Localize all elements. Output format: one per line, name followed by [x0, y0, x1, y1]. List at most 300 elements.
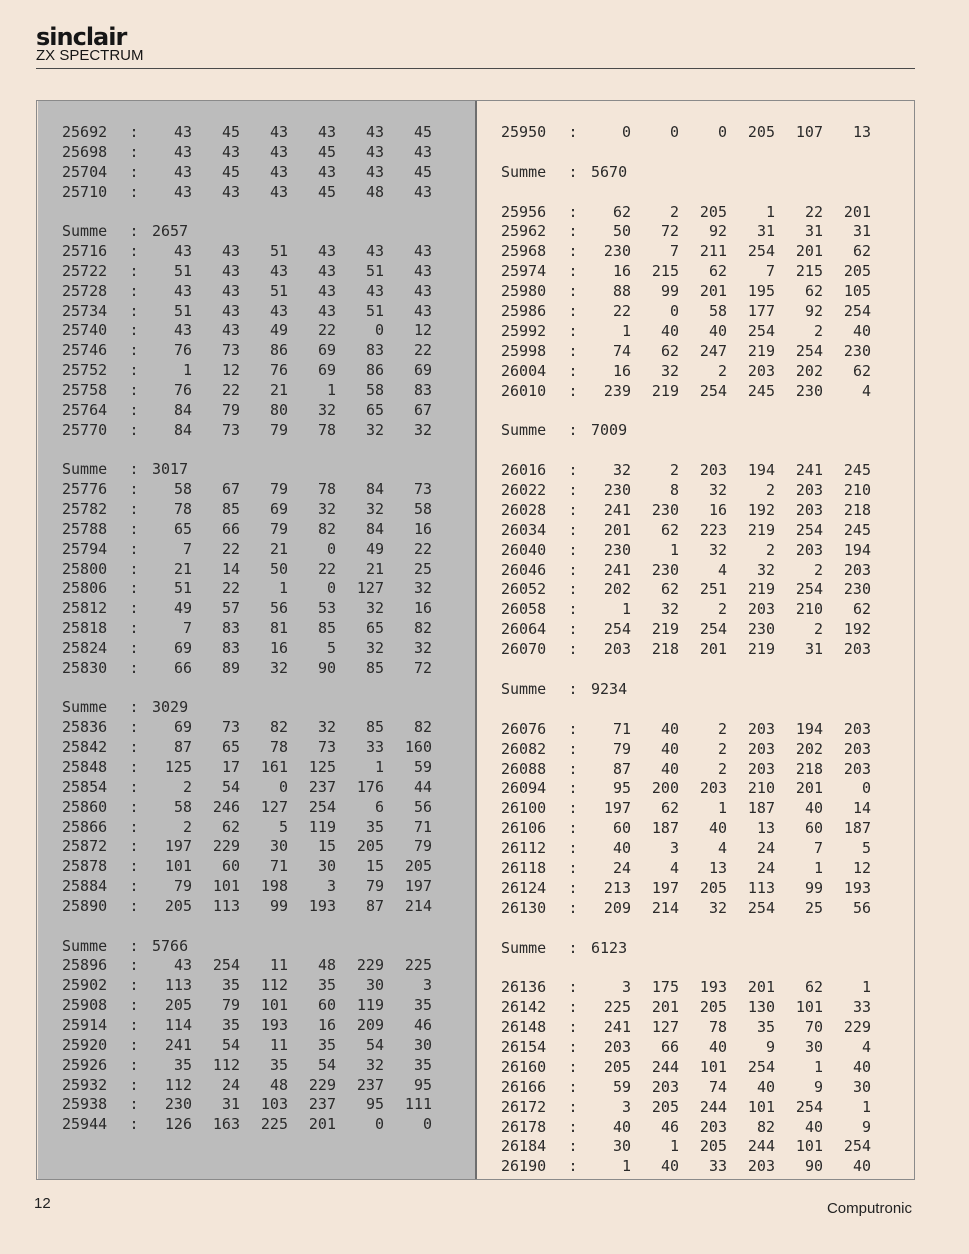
byte-value: 126	[164, 1115, 192, 1134]
byte-value: 225	[404, 956, 432, 975]
address: 25926	[62, 1055, 108, 1074]
byte-value: 84	[365, 519, 384, 538]
byte-value: 79	[221, 996, 240, 1015]
data-row	[501, 600, 871, 620]
separator: :	[129, 400, 139, 419]
byte-value: 215	[651, 262, 679, 281]
spacer	[501, 958, 871, 978]
separator: :	[568, 799, 578, 818]
checksum-label: Summe	[501, 421, 547, 440]
byte-value: 1	[621, 321, 631, 340]
byte-value: 0	[326, 539, 336, 558]
address: 25938	[62, 1095, 108, 1114]
byte-value: 203	[795, 481, 823, 500]
byte-value: 230	[795, 381, 823, 400]
byte-value: 32	[365, 599, 384, 618]
byte-value: 87	[173, 738, 192, 757]
separator: :	[129, 480, 139, 499]
byte-value: 130	[747, 998, 775, 1017]
byte-value: 14	[852, 799, 871, 818]
data-row	[501, 242, 871, 262]
separator: :	[129, 500, 139, 519]
byte-value: 160	[404, 738, 432, 757]
byte-value: 101	[699, 1057, 727, 1076]
byte-value: 230	[603, 540, 631, 559]
data-row	[501, 123, 871, 143]
byte-value: 254	[212, 956, 240, 975]
header-rule	[36, 68, 915, 69]
byte-value: 43	[365, 123, 384, 141]
byte-value: 13	[708, 858, 727, 877]
separator: :	[568, 500, 578, 519]
byte-value: 56	[852, 898, 871, 917]
byte-value: 85	[221, 500, 240, 519]
byte-value: 16	[317, 1015, 336, 1034]
byte-value: 105	[843, 282, 871, 301]
byte-value: 43	[269, 142, 288, 161]
separator: :	[129, 242, 139, 261]
address: 26142	[501, 998, 547, 1017]
byte-value: 201	[747, 978, 775, 997]
data-row	[62, 520, 432, 540]
separator: :	[129, 281, 139, 300]
byte-value: 214	[651, 898, 679, 917]
byte-value: 8	[669, 481, 679, 500]
separator: :	[568, 1057, 578, 1076]
address: 25884	[62, 877, 108, 896]
data-row	[501, 1137, 871, 1157]
separator: :	[129, 559, 139, 578]
byte-value: 241	[603, 560, 631, 579]
data-row	[501, 203, 871, 223]
byte-value: 205	[356, 837, 384, 856]
data-row	[62, 857, 432, 877]
byte-value: 1	[621, 1157, 631, 1176]
byte-value: 101	[164, 857, 192, 876]
byte-value: 90	[317, 658, 336, 677]
separator: :	[129, 837, 139, 856]
address: 25788	[62, 519, 108, 538]
byte-value: 2	[717, 719, 727, 738]
byte-value: 31	[804, 640, 823, 659]
byte-value: 69	[413, 361, 432, 380]
byte-value: 43	[221, 242, 240, 261]
byte-value: 197	[603, 799, 631, 818]
byte-value: 43	[365, 281, 384, 300]
address: 25950	[501, 123, 547, 141]
byte-value: 203	[843, 759, 871, 778]
byte-value: 114	[164, 1015, 192, 1034]
byte-value: 203	[747, 739, 775, 758]
data-row	[62, 302, 432, 322]
byte-value: 201	[699, 640, 727, 659]
byte-value: 203	[795, 540, 823, 559]
byte-value: 4	[717, 560, 727, 579]
byte-value: 205	[699, 998, 727, 1017]
byte-value: 3	[621, 1097, 631, 1116]
address: 25692	[62, 123, 108, 141]
byte-value: 0	[621, 123, 631, 141]
byte-value: 22	[317, 321, 336, 340]
byte-value: 254	[603, 620, 631, 639]
byte-value: 112	[260, 976, 288, 995]
byte-value: 43	[221, 321, 240, 340]
byte-value: 43	[413, 182, 432, 201]
separator: :	[129, 777, 139, 796]
address: 25890	[62, 896, 108, 915]
byte-value: 33	[708, 1157, 727, 1176]
byte-value: 241	[164, 1035, 192, 1054]
data-row	[62, 1076, 432, 1096]
separator: :	[129, 817, 139, 836]
data-row	[62, 540, 432, 560]
byte-value: 32	[365, 500, 384, 519]
byte-value: 73	[221, 420, 240, 439]
data-row	[62, 262, 432, 282]
byte-value: 35	[756, 1018, 775, 1037]
byte-value: 62	[612, 202, 631, 221]
separator: :	[129, 1055, 139, 1074]
address: 25902	[62, 976, 108, 995]
byte-value: 247	[699, 341, 727, 360]
byte-value: 244	[699, 1097, 727, 1116]
byte-value: 79	[269, 420, 288, 439]
byte-value: 56	[413, 797, 432, 816]
byte-value: 203	[747, 361, 775, 380]
address: 25956	[501, 202, 547, 221]
separator: :	[129, 857, 139, 876]
byte-value: 70	[804, 1018, 823, 1037]
byte-value: 2	[717, 739, 727, 758]
byte-value: 241	[603, 500, 631, 519]
separator: :	[129, 361, 139, 380]
brand-header	[36, 23, 144, 64]
byte-value: 254	[747, 242, 775, 261]
address: 25920	[62, 1035, 108, 1054]
byte-value: 59	[612, 1077, 631, 1096]
byte-value: 74	[708, 1077, 727, 1096]
separator: :	[129, 638, 139, 657]
byte-value: 33	[852, 998, 871, 1017]
address: 26064	[501, 620, 547, 639]
byte-value: 43	[269, 261, 288, 280]
spacer	[62, 202, 432, 222]
data-row	[501, 978, 871, 998]
byte-value: 62	[852, 361, 871, 380]
byte-value: 62	[660, 341, 679, 360]
address: 26154	[501, 1037, 547, 1056]
separator: :	[568, 162, 578, 181]
byte-value: 7	[765, 262, 775, 281]
address: 25836	[62, 718, 108, 737]
byte-value: 230	[843, 580, 871, 599]
byte-value: 127	[651, 1018, 679, 1037]
data-row	[501, 541, 871, 561]
data-row	[62, 480, 432, 500]
data-row	[62, 361, 432, 381]
separator: :	[129, 301, 139, 320]
checksum-row	[62, 222, 432, 242]
byte-value: 0	[861, 779, 871, 798]
separator: :	[129, 1115, 139, 1134]
address: 26082	[501, 739, 547, 758]
byte-value: 62	[708, 262, 727, 281]
separator: :	[568, 1018, 578, 1037]
data-row	[62, 599, 432, 619]
byte-value: 1	[621, 600, 631, 619]
byte-value: 203	[747, 600, 775, 619]
byte-value: 35	[173, 1055, 192, 1074]
byte-value: 69	[173, 638, 192, 657]
checksum-row	[62, 460, 432, 480]
byte-value: 43	[173, 281, 192, 300]
separator: :	[129, 162, 139, 181]
byte-value: 45	[221, 162, 240, 181]
byte-value: 43	[365, 242, 384, 261]
byte-value: 58	[413, 500, 432, 519]
byte-value: 203	[747, 1157, 775, 1176]
byte-value: 49	[173, 599, 192, 618]
byte-value: 4	[669, 858, 679, 877]
byte-value: 230	[603, 242, 631, 261]
spacer	[501, 143, 871, 163]
data-row	[62, 798, 432, 818]
byte-value: 203	[843, 560, 871, 579]
byte-value: 69	[173, 718, 192, 737]
byte-value: 219	[747, 580, 775, 599]
separator: :	[129, 420, 139, 439]
byte-value: 35	[269, 1055, 288, 1074]
data-row	[501, 1078, 871, 1098]
byte-value: 44	[413, 777, 432, 796]
byte-value: 205	[699, 202, 727, 221]
address: 26166	[501, 1077, 547, 1096]
data-row	[501, 998, 871, 1018]
byte-value: 32	[660, 361, 679, 380]
separator: :	[568, 421, 578, 440]
byte-value: 79	[221, 400, 240, 419]
byte-value: 69	[317, 341, 336, 360]
byte-value: 225	[603, 998, 631, 1017]
byte-value: 219	[747, 520, 775, 539]
byte-value: 3	[669, 839, 679, 858]
byte-value: 2	[717, 600, 727, 619]
byte-value: 40	[660, 321, 679, 340]
byte-value: 201	[651, 998, 679, 1017]
byte-value: 43	[221, 142, 240, 161]
byte-value: 95	[612, 779, 631, 798]
byte-value: 112	[164, 1075, 192, 1094]
separator: :	[129, 996, 139, 1015]
byte-value: 95	[365, 1095, 384, 1114]
data-row	[501, 740, 871, 760]
byte-value: 79	[365, 877, 384, 896]
byte-value: 113	[212, 896, 240, 915]
address: 25896	[62, 956, 108, 975]
byte-value: 82	[413, 718, 432, 737]
byte-value: 35	[413, 1055, 432, 1074]
byte-value: 40	[708, 819, 727, 838]
address: 25860	[62, 797, 108, 816]
separator: :	[129, 738, 139, 757]
byte-value: 7	[182, 539, 192, 558]
data-row	[62, 976, 432, 996]
separator: :	[568, 321, 578, 340]
separator: :	[568, 1077, 578, 1096]
byte-value: 35	[221, 1015, 240, 1034]
address: 25878	[62, 857, 108, 876]
address: 26034	[501, 520, 547, 539]
separator: :	[568, 1157, 578, 1176]
byte-value: 43	[413, 261, 432, 280]
data-row	[62, 837, 432, 857]
byte-value: 43	[173, 956, 192, 975]
spacer	[501, 919, 871, 939]
byte-value: 40	[612, 839, 631, 858]
byte-value: 58	[173, 480, 192, 499]
address: 26100	[501, 799, 547, 818]
byte-value: 218	[795, 759, 823, 778]
separator: :	[568, 481, 578, 500]
spacer	[62, 917, 432, 937]
byte-value: 225	[260, 1115, 288, 1134]
byte-value: 45	[317, 182, 336, 201]
address: 26184	[501, 1137, 547, 1156]
byte-value: 254	[747, 1057, 775, 1076]
byte-value: 80	[269, 400, 288, 419]
byte-value: 254	[699, 620, 727, 639]
sinclair-logo: sinclair	[36, 23, 127, 51]
separator: :	[568, 202, 578, 221]
byte-value: 43	[173, 182, 192, 201]
byte-value: 79	[269, 480, 288, 499]
byte-value: 48	[365, 182, 384, 201]
byte-value: 22	[221, 539, 240, 558]
byte-value: 0	[669, 302, 679, 321]
separator: :	[129, 619, 139, 638]
byte-value: 43	[173, 123, 192, 141]
address: 25800	[62, 559, 108, 578]
byte-value: 92	[804, 302, 823, 321]
byte-value: 59	[413, 758, 432, 776]
data-row	[62, 818, 432, 838]
byte-value: 205	[603, 1057, 631, 1076]
byte-value: 83	[221, 638, 240, 657]
byte-value: 43	[269, 301, 288, 320]
byte-value: 1	[861, 978, 871, 997]
byte-value: 111	[404, 1095, 432, 1114]
byte-value: 201	[603, 520, 631, 539]
separator: :	[568, 978, 578, 997]
byte-value: 40	[660, 739, 679, 758]
separator: :	[568, 341, 578, 360]
byte-value: 83	[413, 380, 432, 399]
byte-value: 43	[173, 242, 192, 261]
byte-value: 193	[843, 878, 871, 897]
data-row	[501, 580, 871, 600]
byte-value: 192	[747, 500, 775, 519]
address: 25764	[62, 400, 108, 419]
byte-value: 16	[269, 638, 288, 657]
byte-value: 113	[747, 878, 775, 897]
checksum-label: Summe	[62, 936, 108, 955]
data-row	[62, 1056, 432, 1076]
checksum-value: 3029	[152, 698, 189, 717]
byte-value: 203	[603, 1037, 631, 1056]
byte-value: 40	[852, 1157, 871, 1176]
byte-value: 99	[269, 896, 288, 915]
separator: :	[568, 878, 578, 897]
address: 25872	[62, 837, 108, 856]
separator: :	[129, 797, 139, 816]
byte-value: 0	[278, 777, 288, 796]
byte-value: 43	[221, 281, 240, 300]
byte-value: 215	[795, 262, 823, 281]
byte-value: 16	[612, 361, 631, 380]
byte-value: 202	[795, 739, 823, 758]
data-row	[501, 262, 871, 282]
byte-value: 16	[413, 599, 432, 618]
byte-value: 0	[669, 123, 679, 141]
byte-value: 201	[795, 242, 823, 261]
byte-value: 57	[221, 599, 240, 618]
byte-value: 210	[747, 779, 775, 798]
byte-value: 32	[317, 400, 336, 419]
data-row	[62, 718, 432, 738]
byte-value: 223	[699, 520, 727, 539]
byte-value: 119	[356, 996, 384, 1015]
byte-value: 101	[747, 1097, 775, 1116]
byte-value: 30	[612, 1137, 631, 1156]
checksum-value: 9234	[591, 679, 628, 698]
byte-value: 32	[708, 540, 727, 559]
byte-value: 1	[669, 1137, 679, 1156]
byte-value: 2	[813, 560, 823, 579]
address: 26028	[501, 500, 547, 519]
byte-value: 219	[651, 381, 679, 400]
byte-value: 43	[173, 142, 192, 161]
byte-value: 15	[317, 837, 336, 856]
spacer	[501, 660, 871, 680]
byte-value: 40	[852, 321, 871, 340]
byte-value: 0	[374, 1115, 384, 1134]
address: 25752	[62, 361, 108, 380]
separator: :	[129, 380, 139, 399]
byte-value: 40	[756, 1077, 775, 1096]
byte-value: 0	[374, 321, 384, 340]
byte-value: 32	[708, 898, 727, 917]
byte-value: 1	[765, 202, 775, 221]
byte-value: 9	[861, 1117, 871, 1136]
byte-value: 197	[651, 878, 679, 897]
byte-value: 229	[308, 1075, 336, 1094]
data-row	[62, 758, 432, 778]
byte-value: 88	[612, 282, 631, 301]
data-row	[62, 1115, 432, 1135]
separator: :	[568, 858, 578, 877]
checksum-value: 2657	[152, 222, 189, 241]
separator: :	[568, 222, 578, 241]
page-number: 12	[34, 1195, 51, 1212]
byte-value: 79	[269, 519, 288, 538]
byte-value: 65	[221, 738, 240, 757]
byte-value: 254	[795, 1097, 823, 1116]
byte-value: 187	[843, 819, 871, 838]
data-row	[62, 143, 432, 163]
byte-value: 13	[852, 123, 871, 141]
byte-value: 45	[413, 123, 432, 141]
byte-value: 205	[699, 878, 727, 897]
